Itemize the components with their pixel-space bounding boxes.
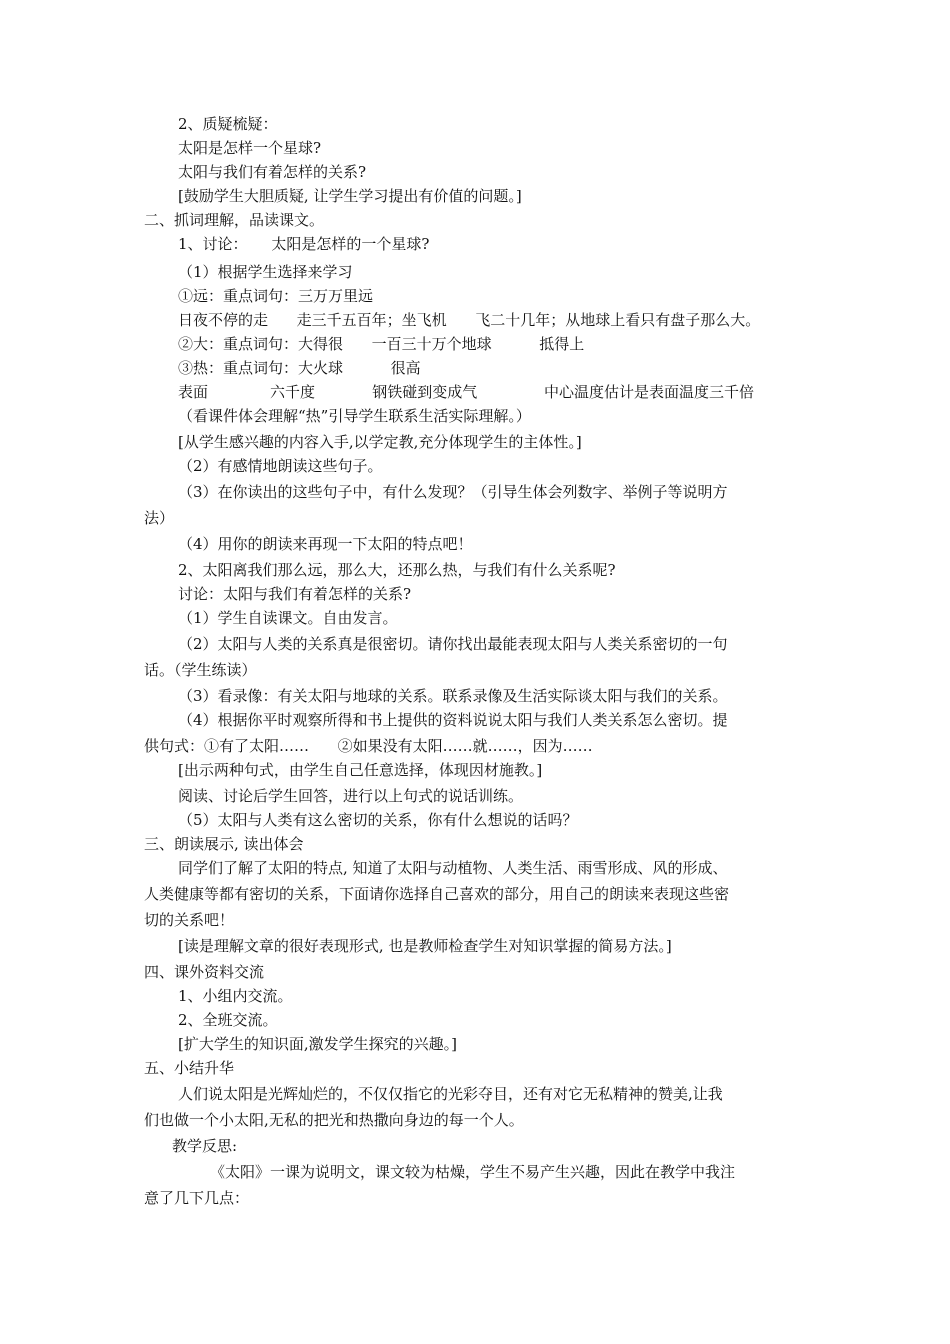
text-line: （2）有感情地朗读这些句子。 (178, 457, 383, 475)
text-line: ①远：重点词句：三万万里远 (178, 287, 374, 305)
text-line: 阅读、讨论后学生回答，进行以上句式的说话训练。 (178, 787, 524, 805)
text-line: 太阳与我们有着怎样的关系? (178, 163, 367, 181)
section-heading: 二、抓词理解，品读课文。 (144, 211, 325, 229)
text-line: 们也做一个小太阳,无私的把光和热撒向身边的每一个人。 (144, 1111, 524, 1129)
text-line: （5）太阳与人类有这么密切的关系，你有什么想说的话吗？ (178, 811, 578, 829)
text-line: （看课件体会理解“热”引导学生联系生活实际理解。） (178, 407, 531, 425)
text-line: 太阳是怎样一个星球? (178, 139, 322, 157)
text-line: [出示两种句式，由学生自己任意选择，体现因材施教。] (178, 761, 543, 779)
text-line: [读是理解文章的很好表现形式, 也是教师检查学生对知识掌握的简易方法。] (178, 937, 672, 955)
text-line: [从学生感兴趣的内容入手,以学定教,充分体现学生的主体性。] (178, 433, 582, 451)
text-line: ③热：重点词句：大火球 很高 (178, 359, 421, 377)
text-line: 供句式：①有了太阳…… ②如果没有太阳……就……，因为…… (144, 737, 593, 755)
text-line: （1）根据学生选择来学习 (178, 263, 353, 281)
text-line: 表面 六千度 钢铁碰到变成气 中心温度估计是表面温度三千倍 (178, 383, 754, 401)
text-line: 切的关系吧！ (144, 911, 235, 929)
text-line: 2、全班交流。 (178, 1011, 278, 1029)
text-line: 日夜不停的走 走三千五百年；坐飞机 飞二十几年；从地球上看只有盘子那么大。 (178, 311, 761, 329)
text-line: 2、太阳离我们那么远，那么大，还那么热，与我们有什么关系呢? (178, 561, 616, 579)
text-line: 法） (144, 509, 175, 527)
text-line: 人类健康等都有密切的关系，下面请你选择自己喜欢的部分，用自己的朗读来表现这些密 (144, 885, 730, 903)
text-line: 人们说太阳是光辉灿烂的，不仅仅指它的光彩夺目，还有对它无私精神的赞美,让我 (178, 1085, 723, 1103)
text-line: 意了几下几点： (144, 1189, 250, 1207)
text-line: （2）太阳与人类的关系真是很密切。请你找出最能表现太阳与人类关系密切的一句 (178, 635, 728, 653)
text-line: 2、质疑梳疑： (178, 115, 278, 133)
section-heading: 四、课外资料交流 (144, 963, 265, 981)
text-line: 1、讨论： 太阳是怎样的一个星球? (178, 235, 430, 253)
section-heading: 教学反思: (172, 1137, 238, 1155)
section-heading: 五、小结升华 (144, 1059, 235, 1077)
section-heading: 三、朗读展示, 读出体会 (144, 835, 304, 853)
text-line: 讨论：太阳与我们有着怎样的关系? (178, 585, 412, 603)
text-line: （4）根据你平时观察所得和书上提供的资料说说太阳与我们人类关系怎么密切。提 (178, 711, 728, 729)
text-line: （3）看录像：有关太阳与地球的关系。联系录像及生活实际谈太阳与我们的关系。 (178, 687, 728, 705)
text-line: 话。（学生练读） (144, 661, 257, 679)
text-line: 《太阳》一课为说明文，课文较为枯燥，学生不易产生兴趣，因此在教学中我注 (210, 1163, 736, 1181)
text-line: [扩大学生的知识面,激发学生探究的兴趣。] (178, 1035, 457, 1053)
text-line: 同学们了解了太阳的特点, 知道了太阳与动植物、人类生活、雨雪形成、风的形成、 (178, 859, 728, 877)
text-line: （4）用你的朗读来再现一下太阳的特点吧！ (178, 535, 473, 553)
text-line: 1、小组内交流。 (178, 987, 293, 1005)
text-line: （1）学生自读课文。自由发言。 (178, 609, 398, 627)
text-line: [鼓励学生大胆质疑, 让学生学习提出有价值的问题。] (178, 187, 522, 205)
text-line: （3）在你读出的这些句子中，有什么发现？（引导生体会列数字、举例子等说明方 (178, 483, 728, 501)
text-line: ②大：重点词句：大得很 一百三十万个地球 抵得上 (178, 335, 585, 353)
